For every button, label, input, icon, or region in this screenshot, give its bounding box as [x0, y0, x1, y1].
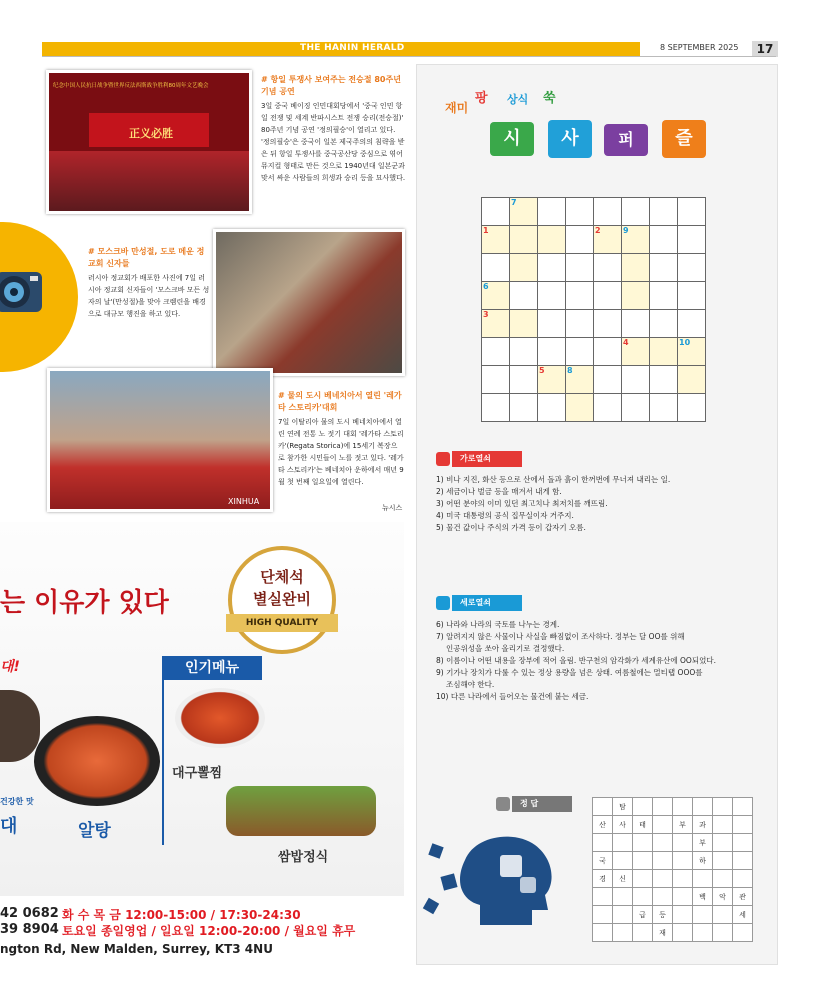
concert-banner: 纪念中国人民抗日战争暨世界反法西斯战争胜利80周年文艺晚会 — [53, 83, 209, 89]
ad-dae-text: 대 — [0, 816, 18, 837]
cell[interactable] — [538, 254, 566, 282]
clue-number: 1 — [483, 226, 489, 235]
answer-icon — [496, 797, 510, 811]
answer-cell: 악 — [713, 888, 733, 906]
cell[interactable] — [678, 282, 706, 310]
cell[interactable] — [482, 394, 510, 422]
clue-number: 3 — [483, 310, 489, 319]
clue-number: 4 — [623, 338, 629, 347]
cell[interactable] — [538, 198, 566, 226]
cell[interactable] — [510, 394, 538, 422]
dish-photo-daegu — [175, 688, 265, 748]
cell[interactable] — [650, 338, 678, 366]
cell[interactable] — [538, 282, 566, 310]
cell[interactable] — [622, 254, 650, 282]
answer-cell: 태 — [633, 816, 653, 834]
cell[interactable] — [678, 198, 706, 226]
cell[interactable] — [510, 310, 538, 338]
answer-cell: 백 — [693, 888, 713, 906]
clue-item: 9) 기가나 장치가 다룰 수 있는 정상 용량을 넘은 상태. 여름철에는 멀티탭 OOO를 — [436, 668, 703, 677]
answer-cell: 등 — [653, 906, 673, 924]
answer-cell: 하 — [693, 852, 713, 870]
cell[interactable] — [510, 338, 538, 366]
cell[interactable] — [622, 338, 650, 366]
concert-photo — [46, 70, 252, 214]
dish-photo-altang — [34, 716, 160, 806]
crossword-grid — [481, 197, 706, 422]
dish-label-daegu: 대구뽈찜 — [172, 766, 223, 781]
photo-watermark: XINHUA — [228, 497, 260, 506]
answer-cell: 사 — [613, 816, 633, 834]
puzzle-title — [490, 120, 720, 160]
down-header: 세로열쇠 — [452, 595, 522, 611]
moscow-procession-photo — [213, 229, 405, 376]
cell[interactable] — [622, 282, 650, 310]
cell[interactable] — [678, 226, 706, 254]
clue-item: 10) 다른 나라에서 들어오는 물건에 붙는 세금. — [436, 692, 589, 701]
phone-2[interactable]: 39 8904 — [0, 922, 59, 937]
clue-item: 3) 어떤 분야의 이미 있던 최고치나 최저치를 깨뜨림. — [436, 499, 608, 508]
cell[interactable] — [678, 310, 706, 338]
clue-item: 조심해야 한다. — [446, 680, 495, 689]
news3-title: # 물의 도시 베네치아서 열린 '레가타 스토리카'대회 — [278, 391, 402, 412]
news-source: 뉴시스 — [382, 504, 403, 512]
cell[interactable] — [678, 338, 706, 366]
clue-item: 6) 나라와 나라의 국토를 나누는 경계. — [436, 620, 560, 629]
cell[interactable] — [566, 282, 594, 310]
cell[interactable] — [566, 338, 594, 366]
across-clues — [436, 474, 766, 534]
answer-cell: 세 — [733, 906, 753, 924]
subtitle-word-1: 재미 — [445, 101, 469, 115]
cell[interactable] — [594, 254, 622, 282]
cell[interactable] — [622, 366, 650, 394]
page-number: 17 — [752, 41, 778, 57]
menu-label: 인기메뉴 — [162, 656, 262, 680]
dish-label-altang: 알탕 — [78, 821, 111, 841]
clue-item: 1) 비나 지진, 화산 등으로 산에서 돌과 흙이 한꺼번에 무너져 내리는 일. — [436, 475, 671, 484]
cell[interactable] — [594, 366, 622, 394]
newspaper-title: THE HANIN HERALD — [300, 43, 405, 53]
cell[interactable] — [650, 254, 678, 282]
cell[interactable] — [594, 198, 622, 226]
ad-headline: 는 이유가 있다 — [0, 588, 169, 618]
answer-cell: 산 — [593, 816, 613, 834]
news3-body: 7일 이탈리아 물의 도시 베네치아에서 열린 연례 전통 노 젓기 대회 '레가타 스토리카'(Regata Storica)에 15세기 복장으로 참가한 시민들이 노를 젓고 있다. '레가타 스토리카'는 베네치아 운하에서 매년 9월 첫 번째 일요일에 열린다. — [278, 418, 404, 486]
answer-cell: 국 — [593, 852, 613, 870]
cell[interactable] — [566, 366, 594, 394]
cell[interactable] — [538, 394, 566, 422]
title-piece-4: 즐 — [662, 120, 706, 158]
cell[interactable] — [594, 394, 622, 422]
cell[interactable] — [482, 198, 510, 226]
answer-grid — [592, 797, 753, 942]
news2-body: 러시아 정교회가 배포한 사진에 7일 러시아 정교회 신자들이 '모스크바 모든 성자의 날'(만성절)을 맞아 크렘린을 배경으로 대규모 행진을 하고 있다. — [88, 274, 210, 318]
issue-date: 8 SEPTEMBER 2025 — [660, 43, 739, 52]
answer-cell: 과 — [693, 816, 713, 834]
subtitle-word-4: 쑥 — [543, 91, 556, 106]
cell[interactable] — [650, 394, 678, 422]
across-header: 가로열쇠 — [452, 451, 522, 467]
clue-item: 인공위성을 쏘아 올리기로 결정했다. — [446, 644, 565, 653]
clue-item: 7) 알려지지 않은 사물이나 사실을 빠짐없이 조사하다. 정부는 달 OO를 위해 — [436, 632, 685, 641]
cell[interactable] — [510, 226, 538, 254]
dish-label-ssambap: 쌈밥정식 — [278, 850, 329, 865]
cell[interactable] — [678, 254, 706, 282]
subtitle-word-2: 팡 — [475, 91, 488, 106]
cell[interactable] — [622, 394, 650, 422]
badge-line-1: 단체석 — [260, 568, 304, 586]
phone-1[interactable]: 42 0682 — [0, 906, 59, 921]
ad-address: ngton Rd, New Malden, Surrey, KT3 4NU — [0, 942, 273, 956]
cell[interactable] — [622, 198, 650, 226]
badge-line-2: 별실완비 — [253, 590, 311, 608]
cell[interactable] — [566, 394, 594, 422]
clue-number: 8 — [567, 366, 573, 375]
cell[interactable] — [650, 226, 678, 254]
clue-item: 5) 물건 값이나 주식의 가격 등이 갑자기 오름. — [436, 523, 586, 532]
cell[interactable] — [622, 310, 650, 338]
cell[interactable] — [594, 226, 622, 254]
clue-item: 2) 세금이나 벌금 등을 매겨서 내게 함. — [436, 487, 562, 496]
cell[interactable] — [538, 338, 566, 366]
cell[interactable] — [622, 226, 650, 254]
menu-divider — [162, 680, 164, 845]
clue-number: 7 — [511, 198, 517, 207]
cell[interactable] — [594, 338, 622, 366]
down-clues — [436, 619, 770, 703]
clue-item: 4) 미국 대통령의 공식 집무실이자 거주지. — [436, 511, 574, 520]
news2-title: # 모스크바 만성절, 도로 메운 정교회 신자들 — [88, 247, 205, 268]
answer-header: 정 답 — [512, 796, 572, 812]
cell[interactable] — [538, 310, 566, 338]
puzzle-piece-icon — [436, 596, 450, 610]
venice-regata-photo — [47, 368, 273, 512]
cell[interactable] — [510, 366, 538, 394]
quality-ribbon: HIGH QUALITY — [226, 614, 338, 632]
cell[interactable] — [678, 394, 706, 422]
cell[interactable] — [538, 366, 566, 394]
head-puzzle-illustration — [420, 825, 580, 935]
hours-weekend: 토요일 종일영업 / 일요일 12:00-20:00 / 월요일 휴무 — [62, 924, 356, 938]
cell[interactable] — [566, 310, 594, 338]
cell[interactable] — [650, 310, 678, 338]
answer-cell: 재 — [653, 924, 673, 942]
cell[interactable] — [678, 366, 706, 394]
clue-number: 2 — [595, 226, 601, 235]
cell[interactable] — [482, 226, 510, 254]
clue-item: 8) 이름이나 어떤 내용을 장부에 적어 올림. 반구천의 암각화가 세계유산에 OO되었다. — [436, 656, 716, 665]
clue-number: 5 — [539, 366, 545, 375]
dish-photo-ssambap — [226, 786, 376, 836]
cell[interactable] — [482, 366, 510, 394]
stage-slogan: 正义必胜 — [129, 127, 173, 140]
camera-icon — [0, 262, 44, 322]
ad-healthy-text: 건강한 맛 — [0, 797, 34, 806]
cell[interactable] — [482, 254, 510, 282]
clue-number: 9 — [623, 226, 629, 235]
ad-accent-text: 대! — [0, 659, 20, 675]
title-piece-3: 퍼 — [604, 124, 648, 156]
clue-number: 10 — [679, 338, 691, 347]
cell[interactable] — [594, 310, 622, 338]
clue-number: 6 — [483, 282, 489, 291]
hours-weekday: 화 수 목 금 12:00-15:00 / 17:30-24:30 — [62, 908, 301, 922]
puzzle-subtitle — [445, 85, 575, 119]
stage-crowd — [49, 151, 249, 211]
cell[interactable] — [594, 282, 622, 310]
answer-cell: 탐 — [613, 798, 633, 816]
news1-body: 3일 중국 베이징 인민대회당에서 '중국 인민 항일 전쟁 및 세계 반파시스트 전쟁 승리(전승절)' 80주년 기념 공연 '정의필승'이 열리고 있다. '정의필승'은 중국이 일본 제국주의의 침략을 받은 뒤 항일 투쟁사를 중국공산당 중심으로 엮어 뮤지컬 형태로 만든 것으로 1940년대 일본군과 맞서 싸운 사람들의 희생과 승리 등을 묘사했다. — [261, 102, 406, 182]
cell[interactable] — [538, 226, 566, 254]
cell[interactable] — [482, 310, 510, 338]
cell[interactable] — [482, 338, 510, 366]
answer-cell: 신 — [613, 870, 633, 888]
answer-cell: 급 — [633, 906, 653, 924]
cell[interactable] — [566, 254, 594, 282]
title-piece-2: 사 — [548, 120, 592, 158]
cell[interactable] — [510, 198, 538, 226]
answer-cell: 부 — [673, 816, 693, 834]
cell[interactable] — [566, 198, 594, 226]
cell[interactable] — [510, 254, 538, 282]
cell[interactable] — [482, 282, 510, 310]
title-piece-1: 시 — [490, 122, 534, 156]
cell[interactable] — [650, 366, 678, 394]
answer-cell: 관 — [733, 888, 753, 906]
cell[interactable] — [510, 282, 538, 310]
cell[interactable] — [650, 282, 678, 310]
header-divider — [42, 56, 776, 57]
puzzle-piece-icon — [436, 452, 450, 466]
cell[interactable] — [566, 226, 594, 254]
news1-title: # 항일 투쟁사 보여주는 전승절 80주년 기념 공연 — [261, 75, 401, 96]
cell[interactable] — [650, 198, 678, 226]
answer-cell: 부 — [693, 834, 713, 852]
answer-cell: 경 — [593, 870, 613, 888]
subtitle-word-3: 상식 — [507, 93, 529, 106]
